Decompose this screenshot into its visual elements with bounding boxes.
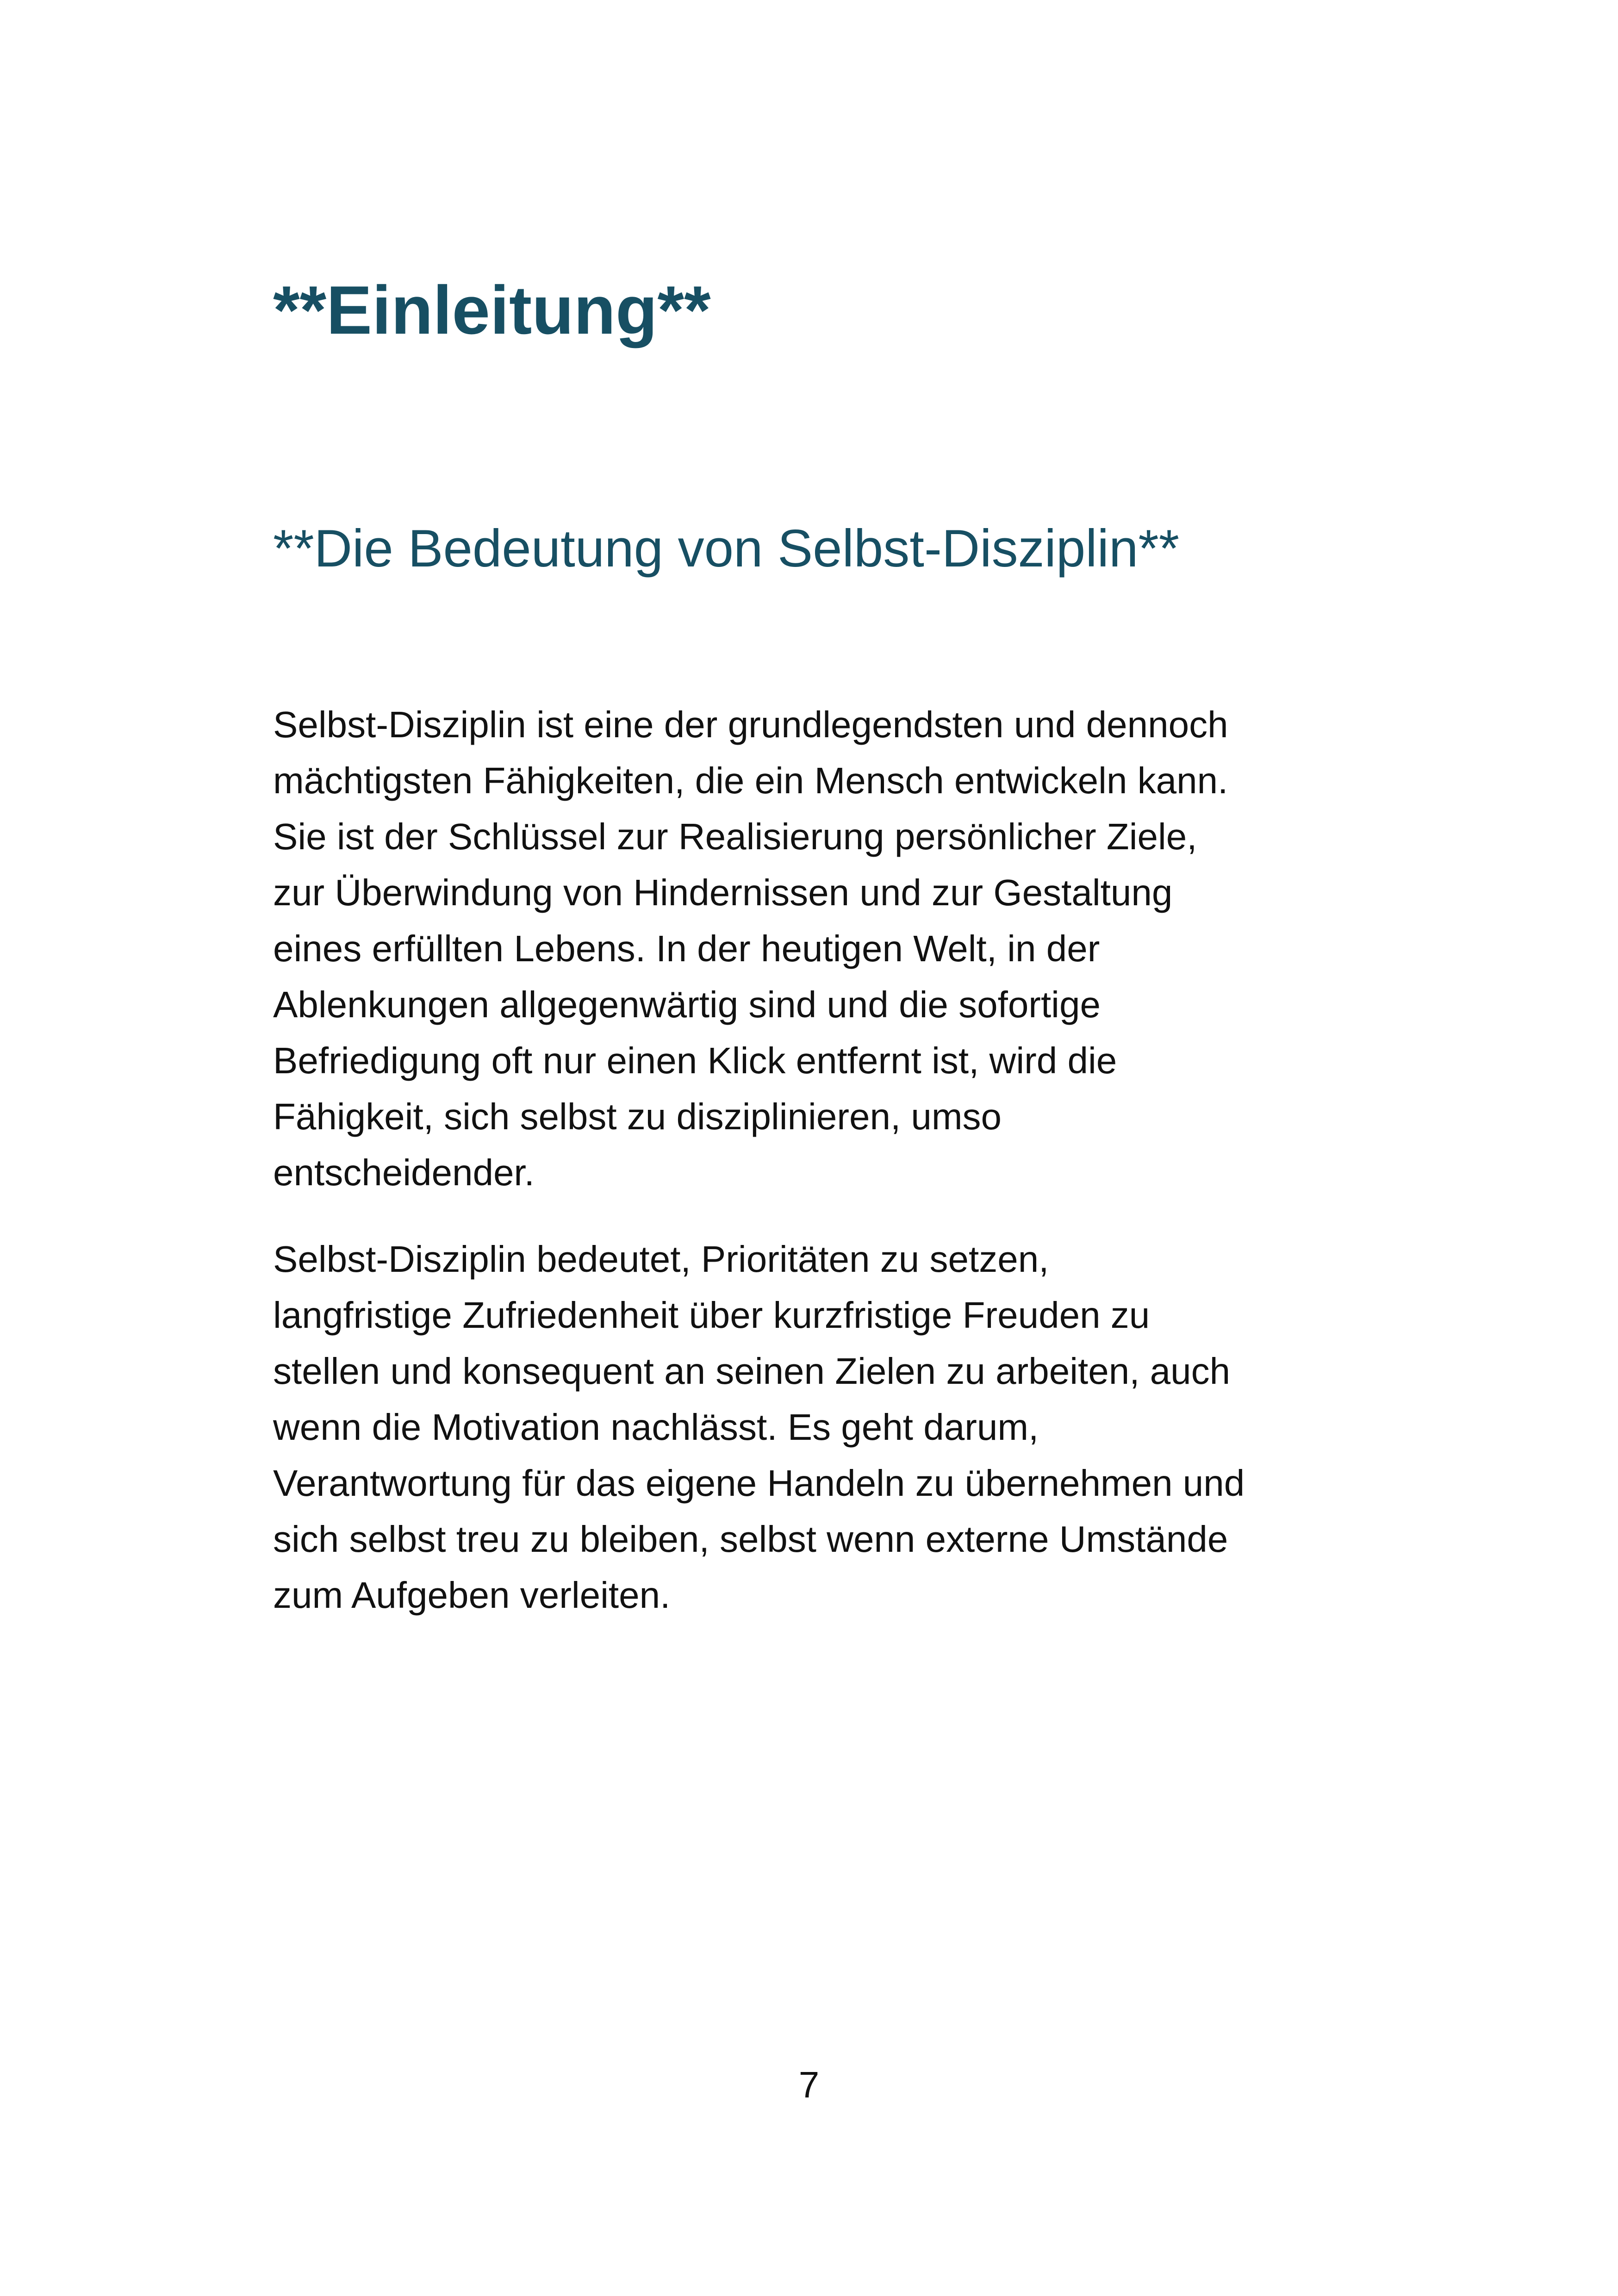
paragraph-line: entscheidender. — [273, 1152, 535, 1193]
paragraph-line: mächtigsten Fähigkeiten, die ein Mensch entwickeln kann. — [273, 760, 1228, 801]
paragraph — [273, 697, 1356, 1201]
paragraph-line: Sie ist der Schlüssel zur Realisierung persönlicher Ziele, — [273, 816, 1197, 857]
paragraph-line: Selbst-Disziplin ist eine der grundlegendsten und dennoch — [273, 704, 1228, 745]
paragraph-line: stellen und konsequent an seinen Zielen zu arbeiten, auch — [273, 1350, 1231, 1392]
paragraph-line: Fähigkeit, sich selbst zu disziplinieren, umso — [273, 1096, 1002, 1137]
page-number: 7 — [798, 2064, 820, 2105]
paragraph-line: Befriedigung oft nur einen Klick entfernt ist, wird die — [273, 1040, 1117, 1081]
section-heading: **Die Bedeutung von Selbst-Disziplin** — [273, 519, 1180, 578]
paragraph-line: Verantwortung für das eigene Handeln zu übernehmen und — [273, 1462, 1245, 1504]
paragraph-line: eines erfüllten Lebens. In der heutigen Welt, in der — [273, 928, 1100, 969]
paragraph — [273, 1231, 1356, 1623]
paragraph-line: Ablenkungen allgegenwärtig sind und die sofortige — [273, 984, 1101, 1025]
paragraph-line: Selbst-Disziplin bedeutet, Prioritäten zu setzen, — [273, 1238, 1049, 1280]
paragraph-line: zum Aufgeben verleiten. — [273, 1574, 671, 1616]
paragraph-line: sich selbst treu zu bleiben, selbst wenn externe Umstände — [273, 1518, 1228, 1560]
paragraph-line: wenn die Motivation nachlässt. Es geht darum, — [273, 1406, 1039, 1448]
paragraph-line: zur Überwindung von Hindernissen und zur Gestaltung — [273, 872, 1173, 913]
paragraph-line: langfristige Zufriedenheit über kurzfristige Freuden zu — [273, 1294, 1150, 1336]
chapter-heading: **Einleitung** — [273, 272, 711, 348]
